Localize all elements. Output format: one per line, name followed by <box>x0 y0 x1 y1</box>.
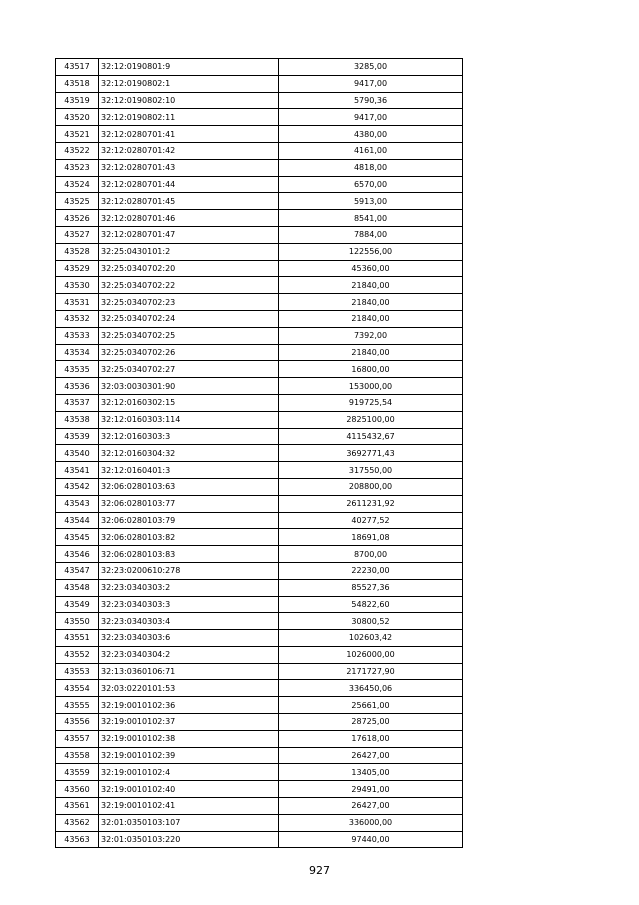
table-row <box>56 75 463 92</box>
table-row <box>56 445 463 462</box>
cadastral-number-cell: 32:25:0340702:24 <box>99 310 279 327</box>
row-number-cell: 43529 <box>56 260 99 277</box>
cadastral-number-cell: 32:12:0280701:45 <box>99 193 279 210</box>
cadastral-number-cell: 32:12:0190802:1 <box>99 75 279 92</box>
row-number-cell: 43542 <box>56 478 99 495</box>
value-cell: 122556,00 <box>279 243 463 260</box>
table-row <box>56 428 463 445</box>
row-number-cell: 43519 <box>56 92 99 109</box>
value-cell: 97440,00 <box>279 831 463 848</box>
value-cell: 8700,00 <box>279 546 463 563</box>
cadastral-number-cell: 32:19:0010102:38 <box>99 730 279 747</box>
value-cell: 18691,08 <box>279 529 463 546</box>
row-number-cell: 43562 <box>56 814 99 831</box>
value-cell: 28725,00 <box>279 714 463 731</box>
value-cell: 336000,00 <box>279 814 463 831</box>
table-row <box>56 579 463 596</box>
table-row <box>56 831 463 848</box>
cadastral-number-cell: 32:23:0340304:2 <box>99 646 279 663</box>
row-number-cell: 43549 <box>56 596 99 613</box>
value-cell: 17618,00 <box>279 730 463 747</box>
row-number-cell: 43561 <box>56 798 99 815</box>
value-cell: 336450,06 <box>279 680 463 697</box>
table-row <box>56 646 463 663</box>
table-row <box>56 613 463 630</box>
row-number-cell: 43559 <box>56 764 99 781</box>
table-row <box>56 630 463 647</box>
value-cell: 25661,00 <box>279 697 463 714</box>
row-number-cell: 43533 <box>56 327 99 344</box>
row-number-cell: 43523 <box>56 159 99 176</box>
row-number-cell: 43531 <box>56 294 99 311</box>
value-cell: 21840,00 <box>279 294 463 311</box>
row-number-cell: 43556 <box>56 714 99 731</box>
cadastral-number-cell: 32:23:0340303:4 <box>99 613 279 630</box>
table-row <box>56 260 463 277</box>
table-row <box>56 798 463 815</box>
table-row <box>56 176 463 193</box>
table-row <box>56 226 463 243</box>
cadastral-number-cell: 32:06:0280103:77 <box>99 495 279 512</box>
cadastral-table <box>55 58 463 848</box>
table-row <box>56 478 463 495</box>
value-cell: 7884,00 <box>279 226 463 243</box>
row-number-cell: 43532 <box>56 310 99 327</box>
value-cell: 317550,00 <box>279 462 463 479</box>
cadastral-number-cell: 32:01:0350103:220 <box>99 831 279 848</box>
table-row <box>56 814 463 831</box>
row-number-cell: 43541 <box>56 462 99 479</box>
cadastral-number-cell: 32:06:0280103:79 <box>99 512 279 529</box>
cadastral-number-cell: 32:01:0350103:107 <box>99 814 279 831</box>
row-number-cell: 43536 <box>56 378 99 395</box>
value-cell: 919725,54 <box>279 394 463 411</box>
row-number-cell: 43550 <box>56 613 99 630</box>
value-cell: 2611231,92 <box>279 495 463 512</box>
row-number-cell: 43557 <box>56 730 99 747</box>
row-number-cell: 43539 <box>56 428 99 445</box>
table-row <box>56 361 463 378</box>
cadastral-number-cell: 32:23:0340303:6 <box>99 630 279 647</box>
cadastral-number-cell: 32:23:0340303:3 <box>99 596 279 613</box>
table-row <box>56 92 463 109</box>
value-cell: 3285,00 <box>279 59 463 76</box>
value-cell: 6570,00 <box>279 176 463 193</box>
cadastral-number-cell: 32:13:0360106:71 <box>99 663 279 680</box>
table-row <box>56 697 463 714</box>
cadastral-number-cell: 32:25:0340702:27 <box>99 361 279 378</box>
value-cell: 21840,00 <box>279 277 463 294</box>
table-row <box>56 764 463 781</box>
row-number-cell: 43537 <box>56 394 99 411</box>
row-number-cell: 43522 <box>56 142 99 159</box>
cadastral-number-cell: 32:12:0160304:32 <box>99 445 279 462</box>
table-row <box>56 210 463 227</box>
value-cell: 4818,00 <box>279 159 463 176</box>
table-row <box>56 462 463 479</box>
row-number-cell: 43518 <box>56 75 99 92</box>
row-number-cell: 43540 <box>56 445 99 462</box>
value-cell: 4380,00 <box>279 126 463 143</box>
row-number-cell: 43527 <box>56 226 99 243</box>
value-cell: 40277,52 <box>279 512 463 529</box>
cadastral-number-cell: 32:12:0160401:3 <box>99 462 279 479</box>
value-cell: 45360,00 <box>279 260 463 277</box>
value-cell: 9417,00 <box>279 109 463 126</box>
value-cell: 5790,36 <box>279 92 463 109</box>
table-row <box>56 562 463 579</box>
value-cell: 54822,60 <box>279 596 463 613</box>
row-number-cell: 43538 <box>56 411 99 428</box>
cadastral-number-cell: 32:25:0340702:26 <box>99 344 279 361</box>
table-row <box>56 546 463 563</box>
row-number-cell: 43558 <box>56 747 99 764</box>
table-row <box>56 730 463 747</box>
value-cell: 102603,42 <box>279 630 463 647</box>
table-row <box>56 109 463 126</box>
table-row <box>56 294 463 311</box>
row-number-cell: 43545 <box>56 529 99 546</box>
cadastral-number-cell: 32:12:0280701:44 <box>99 176 279 193</box>
cadastral-number-cell: 32:19:0010102:40 <box>99 781 279 798</box>
value-cell: 2171727,90 <box>279 663 463 680</box>
page-number: 927 <box>309 864 330 877</box>
table-row <box>56 495 463 512</box>
table-row <box>56 680 463 697</box>
value-cell: 153000,00 <box>279 378 463 395</box>
table-row <box>56 714 463 731</box>
table-row <box>56 327 463 344</box>
cadastral-number-cell: 32:19:0010102:39 <box>99 747 279 764</box>
table-row <box>56 512 463 529</box>
value-cell: 7392,00 <box>279 327 463 344</box>
table-row <box>56 159 463 176</box>
cadastral-number-cell: 32:25:0430101:2 <box>99 243 279 260</box>
value-cell: 1026000,00 <box>279 646 463 663</box>
cadastral-number-cell: 32:12:0280701:43 <box>99 159 279 176</box>
value-cell: 26427,00 <box>279 747 463 764</box>
cadastral-number-cell: 32:25:0340702:25 <box>99 327 279 344</box>
row-number-cell: 43551 <box>56 630 99 647</box>
value-cell: 26427,00 <box>279 798 463 815</box>
value-cell: 21840,00 <box>279 344 463 361</box>
row-number-cell: 43546 <box>56 546 99 563</box>
row-number-cell: 43520 <box>56 109 99 126</box>
row-number-cell: 43560 <box>56 781 99 798</box>
cadastral-number-cell: 32:03:0220101:53 <box>99 680 279 697</box>
table-row <box>56 596 463 613</box>
cadastral-number-cell: 32:25:0340702:23 <box>99 294 279 311</box>
value-cell: 4115432,67 <box>279 428 463 445</box>
value-cell: 2825100,00 <box>279 411 463 428</box>
cadastral-number-cell: 32:12:0190802:11 <box>99 109 279 126</box>
value-cell: 13405,00 <box>279 764 463 781</box>
row-number-cell: 43555 <box>56 697 99 714</box>
cadastral-number-cell: 32:06:0280103:83 <box>99 546 279 563</box>
cadastral-number-cell: 32:12:0280701:47 <box>99 226 279 243</box>
value-cell: 21840,00 <box>279 310 463 327</box>
table-row <box>56 378 463 395</box>
value-cell: 22230,00 <box>279 562 463 579</box>
table-row <box>56 394 463 411</box>
table-row <box>56 663 463 680</box>
value-cell: 30800,52 <box>279 613 463 630</box>
row-number-cell: 43563 <box>56 831 99 848</box>
cadastral-number-cell: 32:12:0190802:10 <box>99 92 279 109</box>
table-row <box>56 781 463 798</box>
cadastral-number-cell: 32:06:0280103:63 <box>99 478 279 495</box>
row-number-cell: 43517 <box>56 59 99 76</box>
value-cell: 8541,00 <box>279 210 463 227</box>
cadastral-number-cell: 32:06:0280103:82 <box>99 529 279 546</box>
value-cell: 29491,00 <box>279 781 463 798</box>
table-row <box>56 126 463 143</box>
cadastral-number-cell: 32:12:0280701:46 <box>99 210 279 227</box>
cadastral-number-cell: 32:23:0200610:278 <box>99 562 279 579</box>
value-cell: 5913,00 <box>279 193 463 210</box>
row-number-cell: 43543 <box>56 495 99 512</box>
value-cell: 208800,00 <box>279 478 463 495</box>
row-number-cell: 43552 <box>56 646 99 663</box>
table-row <box>56 193 463 210</box>
table-row <box>56 277 463 294</box>
row-number-cell: 43525 <box>56 193 99 210</box>
row-number-cell: 43554 <box>56 680 99 697</box>
row-number-cell: 43521 <box>56 126 99 143</box>
row-number-cell: 43535 <box>56 361 99 378</box>
cadastral-number-cell: 32:25:0340702:22 <box>99 277 279 294</box>
cadastral-number-cell: 32:23:0340303:2 <box>99 579 279 596</box>
row-number-cell: 43544 <box>56 512 99 529</box>
row-number-cell: 43528 <box>56 243 99 260</box>
row-number-cell: 43547 <box>56 562 99 579</box>
table-row <box>56 529 463 546</box>
cadastral-number-cell: 32:12:0160302:15 <box>99 394 279 411</box>
cadastral-number-cell: 32:12:0280701:41 <box>99 126 279 143</box>
cadastral-number-cell: 32:12:0280701:42 <box>99 142 279 159</box>
table-row <box>56 142 463 159</box>
cadastral-number-cell: 32:19:0010102:36 <box>99 697 279 714</box>
table-row <box>56 411 463 428</box>
cadastral-number-cell: 32:19:0010102:37 <box>99 714 279 731</box>
row-number-cell: 43548 <box>56 579 99 596</box>
value-cell: 3692771,43 <box>279 445 463 462</box>
value-cell: 9417,00 <box>279 75 463 92</box>
table-row <box>56 59 463 76</box>
row-number-cell: 43524 <box>56 176 99 193</box>
table-body <box>56 59 463 848</box>
row-number-cell: 43534 <box>56 344 99 361</box>
cadastral-number-cell: 32:19:0010102:4 <box>99 764 279 781</box>
row-number-cell: 43553 <box>56 663 99 680</box>
cadastral-number-cell: 32:19:0010102:41 <box>99 798 279 815</box>
cadastral-number-cell: 32:12:0160303:3 <box>99 428 279 445</box>
value-cell: 16800,00 <box>279 361 463 378</box>
cadastral-number-cell: 32:12:0190801:9 <box>99 59 279 76</box>
value-cell: 4161,00 <box>279 142 463 159</box>
row-number-cell: 43526 <box>56 210 99 227</box>
cadastral-number-cell: 32:25:0340702:20 <box>99 260 279 277</box>
table-row <box>56 243 463 260</box>
table-row <box>56 344 463 361</box>
value-cell: 85527,36 <box>279 579 463 596</box>
table-row <box>56 747 463 764</box>
row-number-cell: 43530 <box>56 277 99 294</box>
cadastral-number-cell: 32:03:0030301:90 <box>99 378 279 395</box>
table-row <box>56 310 463 327</box>
cadastral-number-cell: 32:12:0160303:114 <box>99 411 279 428</box>
